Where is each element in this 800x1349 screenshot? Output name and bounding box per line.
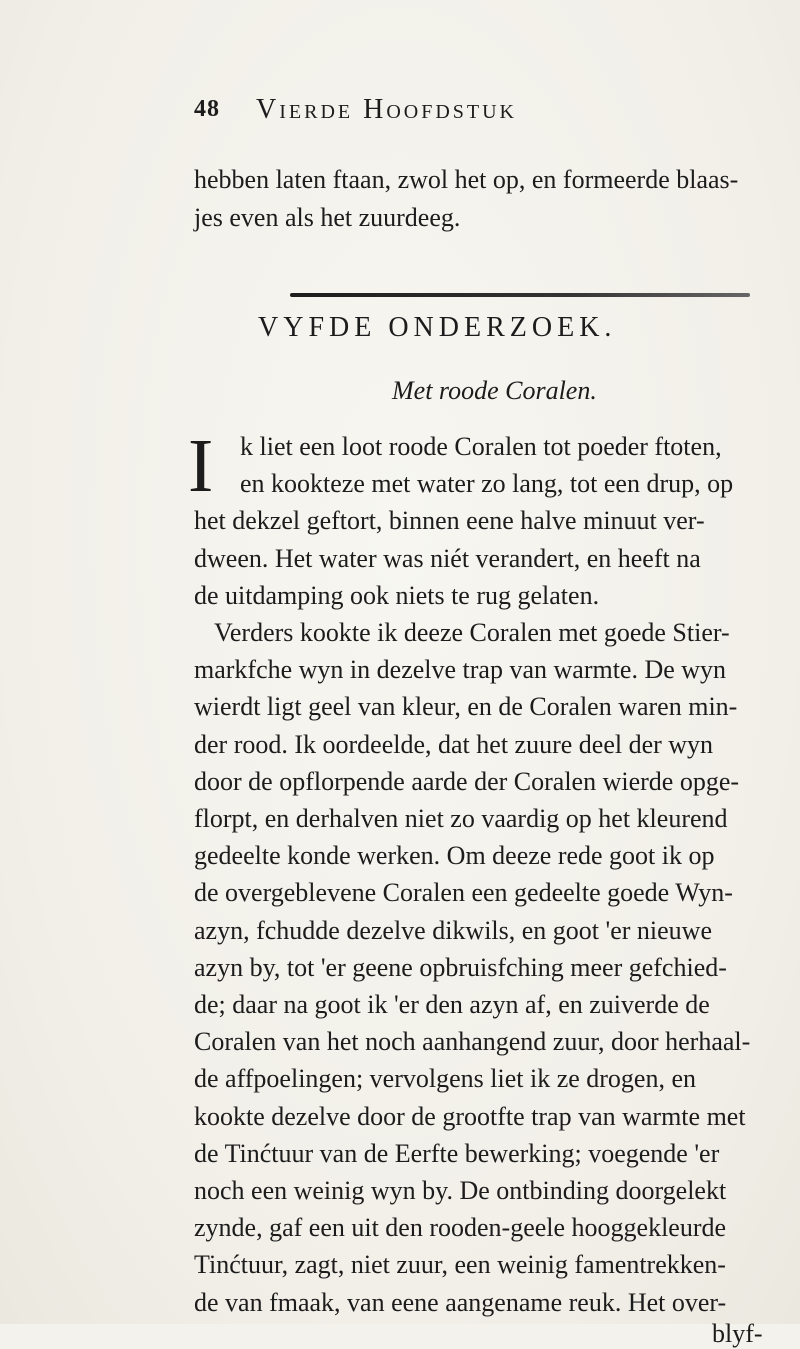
drop-cap: I	[188, 424, 214, 508]
catchword: blyf-	[712, 1318, 763, 1348]
paragraph-line: wierdt ligt geel van kleur, en de Coralen waren min-	[194, 692, 738, 722]
paragraph-line: de affpoelingen; vervolgens liet ik ze drogen, en	[194, 1064, 697, 1094]
section-divider	[290, 293, 750, 297]
intro-line: jes even als het zuurdeeg.	[194, 203, 461, 232]
paragraph-line: het dekzel geftort, binnen eene halve minuut ver-	[194, 506, 705, 536]
paragraph-line: florpt, en derhalven niet zo vaardig op het kleurend	[194, 804, 728, 833]
paragraph-line: gedeelte konde werken. Om deeze rede goot ik op	[194, 841, 715, 871]
paragraph-line: de; daar na goot ik 'er den azyn af, en zuiverde de	[194, 990, 710, 1019]
paragraph-line: azyn by, tot 'er geene opbruisfching meer gefchied-	[194, 952, 727, 982]
paragraph-line: noch een weinig wyn by. De ontbinding doorgelekt	[194, 1176, 727, 1205]
running-head: Vierde Hoofdstuk	[256, 94, 517, 125]
page-number: 48	[194, 96, 220, 122]
paragraph-line: Tinćtuur, zagt, niet zuur, een weinig famentrekken-	[194, 1250, 726, 1280]
paragraph-line: dween. Het water was niét verandert, en heeft na	[194, 543, 701, 573]
paragraph-line: Verders kookte ik deeze Coralen met goede Stier-	[214, 618, 730, 647]
paragraph-line: der rood. Ik oordeelde, dat het zuure deel der wyn	[194, 729, 714, 759]
paragraph-line: de van fmaak, van eene aangename reuk. Het over-	[194, 1287, 727, 1317]
paragraph-line: de uitdamping ook niets te rug gelaten.	[194, 580, 600, 610]
page-header	[194, 96, 754, 136]
paragraph-line: door de opflorpende aarde der Coralen wierde opge-	[194, 766, 740, 796]
section-heading: VYFDE ONDERZOEK.	[258, 312, 617, 343]
section-subtitle: Met roode Coralen.	[392, 376, 597, 405]
paragraph-line: de overgeblevene Coralen een gedeelte goede Wyn-	[194, 878, 733, 908]
paragraph-line: de Tinćtuur van de Eerfte bewerking; voegende 'er	[194, 1138, 720, 1168]
paragraph-line: markfche wyn in dezelve trap van warmte. De wyn	[194, 655, 727, 685]
intro-line: hebben laten ftaan, zwol het op, en formeerde blaas-	[194, 165, 739, 194]
paragraph-line: kookte dezelve door de grootfte trap van warmte met	[194, 1101, 746, 1131]
paragraph-line: Coralen van het noch aanhangend zuur, door herhaal-	[194, 1027, 751, 1057]
paragraph-line: azyn, fchudde dezelve dikwils, en goot 'er nieuwe	[194, 915, 712, 945]
paragraph-line: zynde, gaf een uit den rooden-geele hooggekleurde	[194, 1213, 727, 1243]
paragraph-line: k liet een loot roode Coralen tot poeder ftoten,	[240, 432, 722, 461]
paragraph-line: en kookteze met water zo lang, tot een drup, op	[240, 469, 734, 499]
